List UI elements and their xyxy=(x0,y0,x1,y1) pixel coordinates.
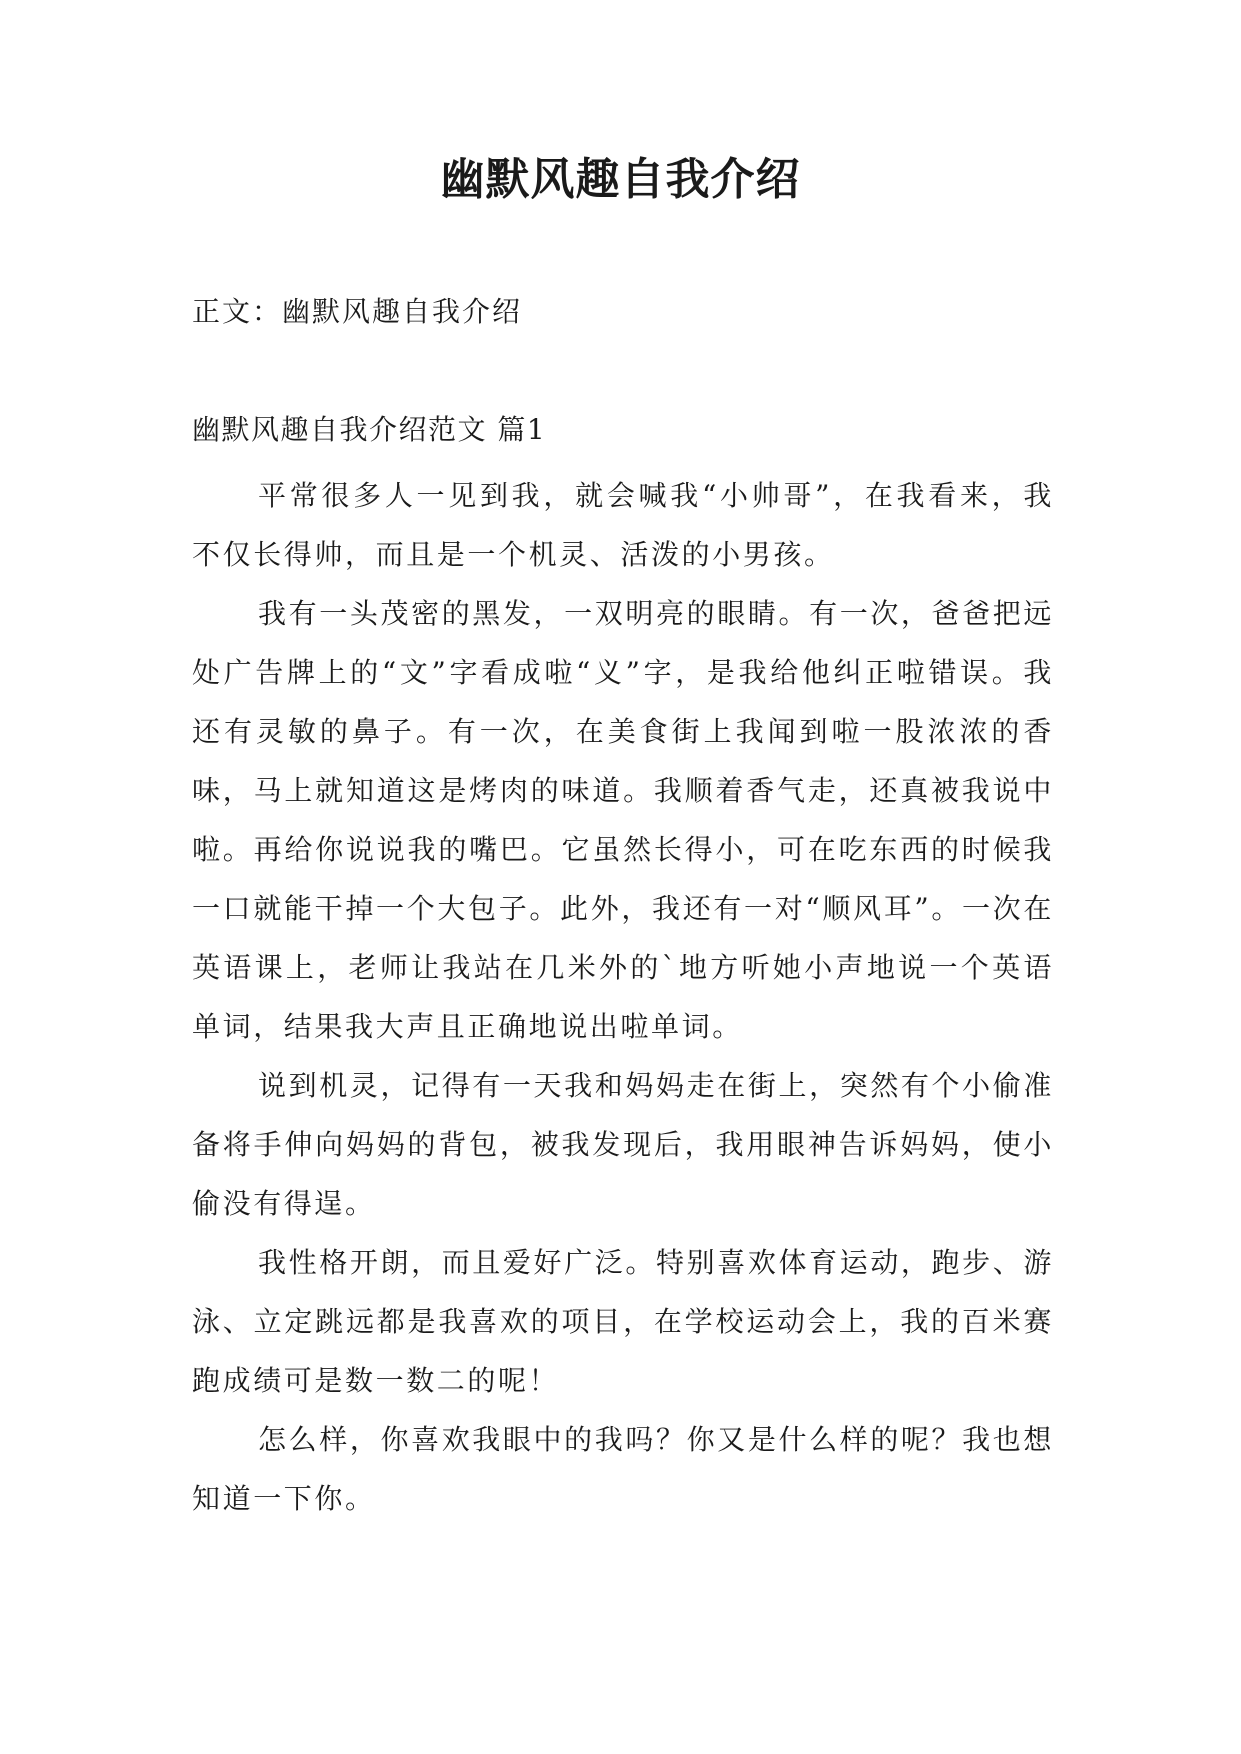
paragraph: 说到机灵，记得有一天我和妈妈走在街上，突然有个小偷准备将手伸向妈妈的背包，被我发现后，我用眼神告诉妈妈，使小偷没有得逞。 xyxy=(192,1069,1054,1220)
paragraph: 怎么样，你喜欢我眼中的我吗？你又是什么样的呢？我也想知道一下你。 xyxy=(192,1423,1054,1515)
section-heading: 幽默风趣自我介绍范文 篇1 xyxy=(192,413,547,446)
paragraph: 我有一头茂密的黑发，一双明亮的眼睛。有一次，爸爸把远处广告牌上的“文”字看成啦“义”字，是我给他纠正啦错误。我还有灵敏的鼻子。有一次，在美食街上我闻到啦一股浓浓的香味，马上就知道这是烤肉的味道。我顺着香气走，还真被我说中啦。再给你说说我的嘴巴。它虽然长得小，可在吃东西的时候我一口就能干掉一个大包子。此外，我还有一对“顺风耳”。一次在英语课上，老师让我站在几米外的`地方听她小声地说一个英语单词，结果我大声且正确地说出啦单词。 xyxy=(192,597,1054,1043)
paragraph: 我性格开朗，而且爱好广泛。特别喜欢体育运动，跑步、游泳、立定跳远都是我喜欢的项目，在学校运动会上，我的百米赛跑成绩可是数一数二的呢！ xyxy=(192,1246,1054,1397)
article-body xyxy=(192,466,1054,1528)
document-title: 幽默风趣自我介绍 xyxy=(440,154,801,205)
body-heading: 正文：幽默风趣自我介绍 xyxy=(192,295,523,328)
paragraph: 平常很多人一见到我，就会喊我“小帅哥”，在我看来，我不仅长得帅，而且是一个机灵、活泼的小男孩。 xyxy=(192,479,1054,571)
